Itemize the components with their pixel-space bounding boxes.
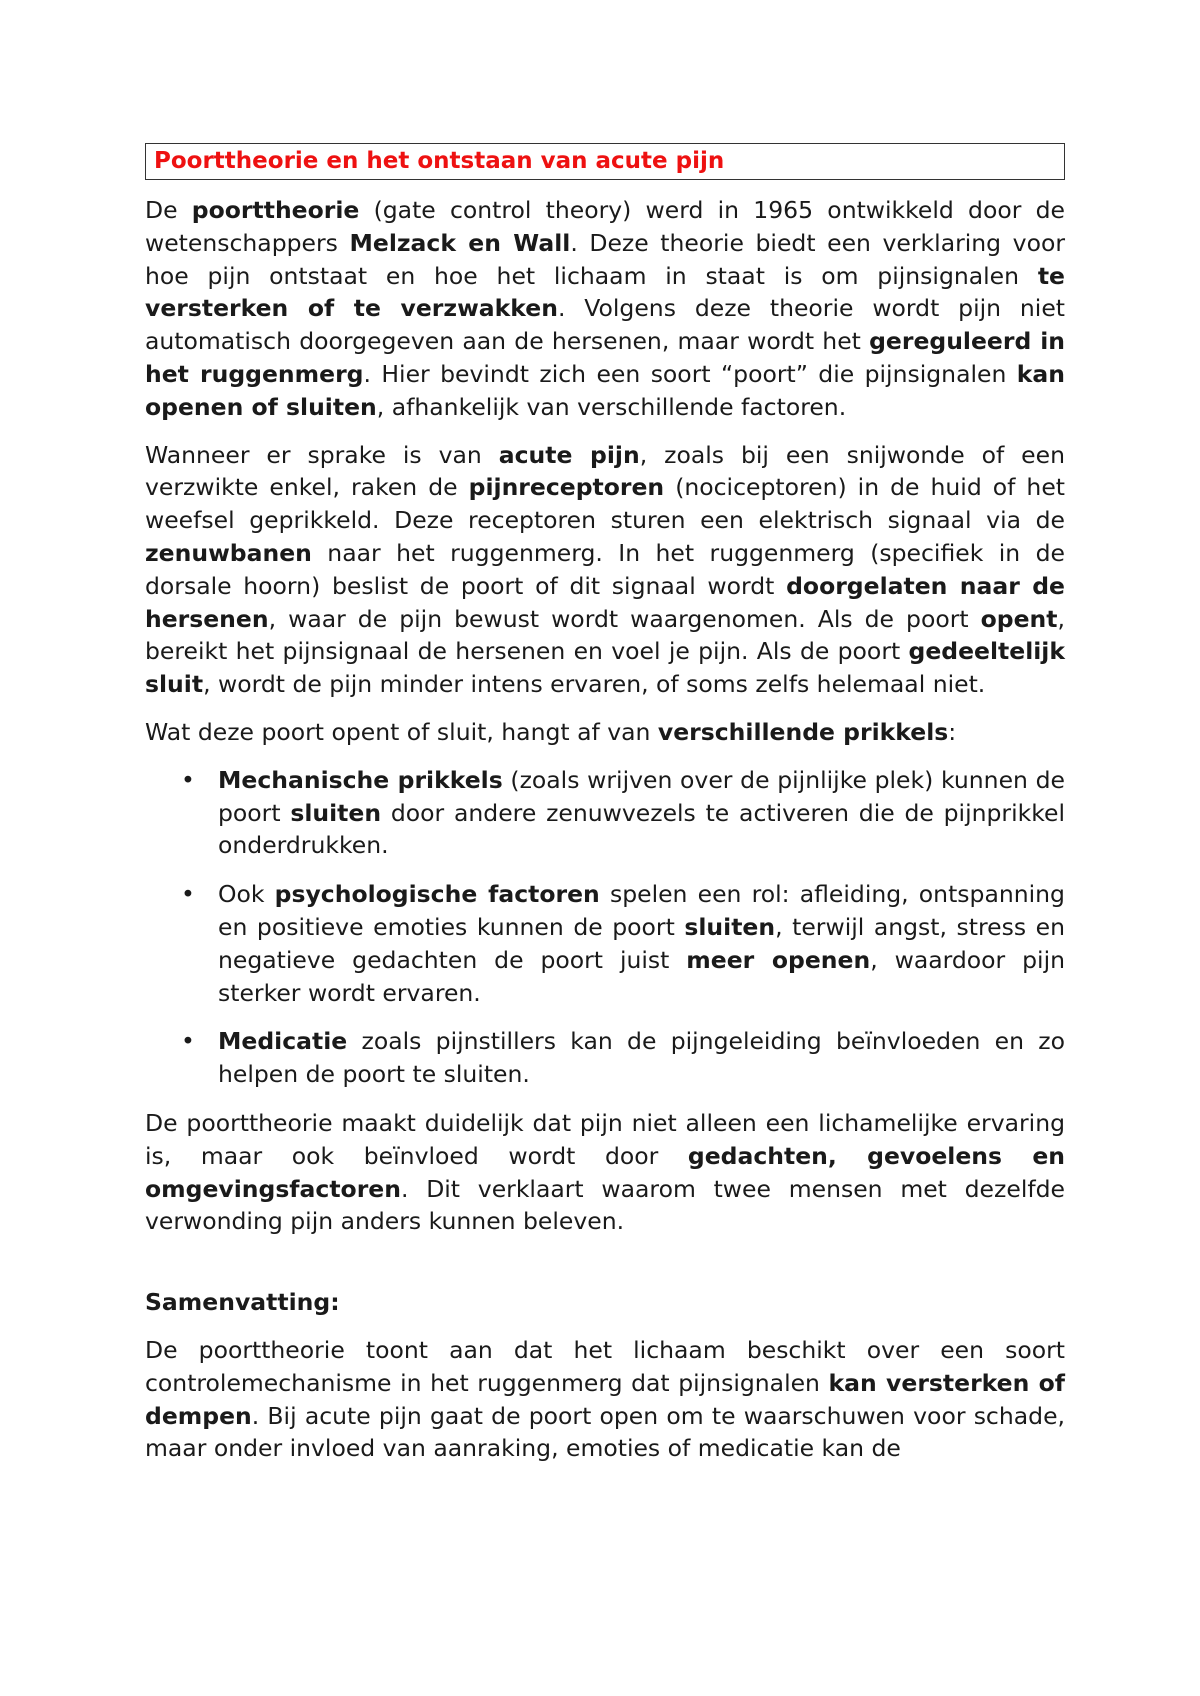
paragraph-acute-pain <box>145 439 1065 701</box>
bold-term: doorgelaten naar de hersenen <box>145 571 1066 633</box>
text-run: . Hier bevindt zich een soort “poort” die pijnsignalen <box>363 359 1017 388</box>
bold-term: verschillende prikkels <box>657 717 949 746</box>
list-item <box>145 878 1065 1009</box>
bullet-icon: • <box>181 765 195 794</box>
text-run: , afhankelijk van verschillende factoren. <box>376 392 847 421</box>
bold-term: opent <box>980 604 1058 633</box>
list-item <box>145 764 1065 862</box>
text-run: naar het ruggenmerg. In het ruggenmerg (specifiek in de dorsale hoorn) beslist de poort of dit signaal wordt <box>145 538 1065 600</box>
text-run: spelen een rol: afleiding, ontspanning en positieve emoties kunnen de poort <box>218 880 1065 941</box>
paragraph-summary <box>145 1334 1065 1465</box>
paragraph-intro <box>145 194 1065 424</box>
bold-term: gedeeltelijk sluit <box>145 637 1065 699</box>
text-run: (gate control theory) werd in 1965 ontwikkeld door de wetenschappers <box>145 196 1065 257</box>
text-run: . Bij acute pijn gaat de poort open om te waarschuwen voor schade, maar onder invloed van aanraking, emoties of medicatie kan de <box>145 1401 1065 1463</box>
bold-term: te versterken of te verzwakken <box>145 261 1065 323</box>
text-run: zoals pijnstillers kan de pijngeleiding beïnvloeden en zo helpen de poort te sluiten. <box>218 1027 1065 1089</box>
summary-heading <box>145 1286 1065 1319</box>
bold-term: gereguleerd in het ruggenmerg <box>145 327 1065 388</box>
bold-term: psychologische factoren <box>274 880 600 909</box>
bold-term: Melzack en Wall <box>349 228 571 257</box>
text-run: : <box>948 717 957 746</box>
bold-term: pijnreceptoren <box>468 473 665 502</box>
bold-term: Mechanische prikkels <box>218 765 503 794</box>
bold-term: poorttheorie <box>191 196 360 224</box>
text-run: De poorttheorie toont aan dat het lichaam beschikt over een soort controlemechanisme in het ruggenmerg dat pijnsignalen <box>145 1335 1065 1397</box>
bullet-icon: • <box>181 1027 195 1056</box>
summary-heading-text: Samenvatting: <box>145 1288 340 1317</box>
text-run: . Dit verklaart waarom twee mensen met dezelfde verwonding pijn anders kunnen beleven. <box>145 1174 1065 1236</box>
text-run: (nociceptoren) in de huid of het weefsel geprikkeld. Deze receptoren sturen een elektrisch signaal via de <box>145 473 1066 535</box>
text-run: Wat deze poort opent of sluit, hangt af van <box>145 717 658 746</box>
bold-term: kan openen of sluiten <box>145 359 1065 421</box>
document-page <box>145 143 1065 1480</box>
text-run: Ook <box>218 880 275 909</box>
bold-term: Medicatie <box>218 1027 348 1056</box>
bold-term: acute pijn <box>498 440 640 469</box>
text-run: , wordt de pijn minder intens ervaren, of soms zelfs helemaal niet. <box>203 670 986 699</box>
list-item <box>145 1025 1065 1091</box>
text-run: De poorttheorie maakt duidelijk dat pijn niet alleen een lichamelijke ervaring is, maar ook beïnvloed wordt door <box>145 1108 1065 1170</box>
text-run: . Deze theorie biedt een verklaring voor hoe pijn ontstaat en hoe het lichaam in staat is om pijnsignalen <box>145 228 1066 290</box>
text-run: , zoals bij een snijwonde of een verzwikte enkel, raken de <box>145 440 1065 502</box>
text-run: De <box>145 196 192 224</box>
text-run: . Volgens deze theorie wordt pijn niet automatisch doorgegeven aan de hersenen, maar wordt het <box>145 294 1065 356</box>
bold-term: sluiten <box>290 798 382 827</box>
paragraph-stimuli-intro <box>145 716 1065 749</box>
text-run: , bereikt het pijnsignaal de hersenen en voel je pijn. Als de poort <box>145 604 1065 666</box>
text-run: , waardoor pijn sterker wordt ervaren. <box>218 945 1066 1007</box>
text-run: (zoals wrijven over de pijnlijke plek) kunnen de poort <box>218 765 1065 827</box>
text-run: , waar de pijn bewust wordt waargenomen. Als de poort <box>268 604 981 633</box>
title-box <box>145 143 1065 180</box>
text-run: , terwijl angst, stress en negatieve gedachten de poort juist <box>218 912 1066 974</box>
blank-line <box>145 1253 1065 1286</box>
text-run: door andere zenuwvezels te activeren die de pijnprikkel onderdrukken. <box>218 798 1065 860</box>
bold-term: kan versterken of dempen <box>145 1368 1065 1430</box>
bold-term: gedachten, gevoelens en omgevingsfactoren <box>145 1141 1065 1203</box>
bullet-icon: • <box>181 880 195 909</box>
paragraph-conclusion <box>145 1107 1065 1238</box>
bold-term: sluiten <box>684 912 776 941</box>
document-title: Poorttheorie en het ontstaan van acute pijn <box>154 148 725 174</box>
bold-term: zenuwbanen <box>145 538 312 567</box>
text-run: Wanneer er sprake is van <box>145 440 499 469</box>
bold-term: meer openen <box>686 945 871 974</box>
bullet-list <box>145 764 1065 1091</box>
